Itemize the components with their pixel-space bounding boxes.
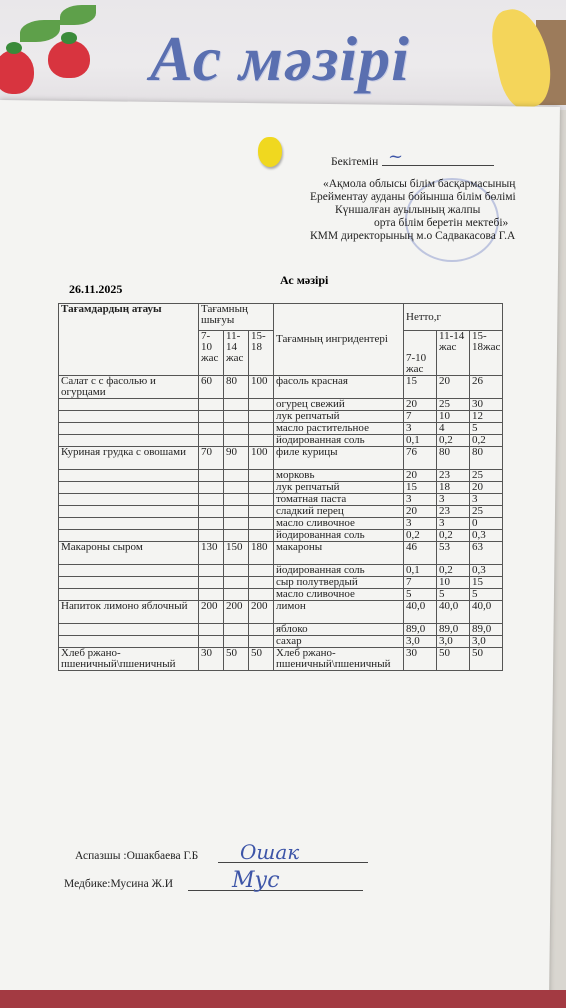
header-yield: Тағамның шығуы — [199, 304, 274, 331]
netto-age-2-cell: 25 — [437, 399, 470, 411]
yield-age-3-cell: 180 — [249, 542, 274, 565]
ingredient-cell: лимон — [274, 601, 404, 624]
yield-age-1-cell — [199, 470, 224, 482]
yield-age-2-cell — [224, 494, 249, 506]
netto-age-2-cell: 20 — [437, 376, 470, 399]
netto-age-1-cell: 46 — [404, 542, 437, 565]
yield-age-1-cell: 70 — [199, 447, 224, 470]
ingredient-cell: морковь — [274, 470, 404, 482]
yield-age-3-cell — [249, 411, 274, 423]
dish-cell: Хлеб ржано-пшеничный\пшеничный — [59, 648, 199, 671]
yield-age-3-cell — [249, 399, 274, 411]
dish-cell: Куриная грудка с овошами — [59, 447, 199, 470]
yield-age-2-cell — [224, 530, 249, 542]
netto-age-2-cell: 23 — [437, 506, 470, 518]
netto-age-3-cell: 63 — [470, 542, 503, 565]
dish-cell — [59, 589, 199, 601]
netto-age-2-cell: 40,0 — [437, 601, 470, 624]
document-date: 26.11.2025 — [69, 282, 123, 296]
header-ingredients: Тағамның ингридентері — [274, 304, 404, 376]
netto-age-2-cell: 89,0 — [437, 624, 470, 636]
approved-label: Бекітемін — [331, 156, 379, 168]
yield-age-2-cell: 80 — [224, 376, 249, 399]
netto-age-2-cell: 10 — [437, 411, 470, 423]
table-row — [59, 447, 503, 470]
netto-age-1-cell: 89,0 — [404, 624, 437, 636]
yield-age-3-cell — [249, 589, 274, 601]
yield-age-1-cell — [199, 565, 224, 577]
nurse-signature: Мус — [232, 868, 280, 893]
yield-age-1-cell — [199, 506, 224, 518]
netto-age-3-cell: 20 — [470, 482, 503, 494]
ingredient-cell: масло растительное — [274, 423, 404, 435]
netto-age-1-cell: 15 — [404, 482, 437, 494]
netto-age-3-cell: 80 — [470, 447, 503, 470]
leaf-icon — [60, 5, 96, 25]
yield-age-2-cell — [224, 636, 249, 648]
netto-age-2-cell: 3 — [437, 494, 470, 506]
yield-age-2-cell — [224, 399, 249, 411]
ingredient-cell: масло сливочное — [274, 518, 404, 530]
yield-age-1-cell — [199, 482, 224, 494]
yield-age-2-cell — [224, 624, 249, 636]
table-row — [59, 494, 503, 506]
netto-age-3-cell: 15 — [470, 577, 503, 589]
netto-age-3-cell: 12 — [470, 411, 503, 423]
netto-age-1-cell: 3 — [404, 518, 437, 530]
netto-age-1-cell: 3 — [404, 494, 437, 506]
dish-cell — [59, 624, 199, 636]
yield-age-3-cell — [249, 482, 274, 494]
ingredient-cell: фасоль красная — [274, 376, 404, 399]
netto-age-2-cell: 0,2 — [437, 530, 470, 542]
dish-cell — [59, 530, 199, 542]
netto-age-2-cell: 18 — [437, 482, 470, 494]
dish-cell — [59, 482, 199, 494]
leaf-icon — [20, 20, 60, 42]
table-row — [59, 624, 503, 636]
netto-age-2-cell: 4 — [437, 423, 470, 435]
netto-age-1-cell: 3 — [404, 423, 437, 435]
yield-age-2-cell: 200 — [224, 601, 249, 624]
yield-age-1-cell — [199, 577, 224, 589]
dish-cell: Напиток лимоно яблочный — [59, 601, 199, 624]
header-netto-age-1: 7-10 жас — [404, 331, 437, 376]
dish-cell — [59, 399, 199, 411]
netto-age-3-cell: 0,3 — [470, 530, 503, 542]
netto-age-1-cell: 5 — [404, 589, 437, 601]
netto-age-2-cell: 0,2 — [437, 435, 470, 447]
netto-age-2-cell: 53 — [437, 542, 470, 565]
poster-banner — [0, 0, 566, 110]
dish-cell — [59, 506, 199, 518]
poster-title: Ас мәзірі — [150, 23, 410, 94]
netto-age-3-cell: 0 — [470, 518, 503, 530]
netto-age-3-cell: 25 — [470, 506, 503, 518]
table-row — [59, 601, 503, 624]
background-floor — [0, 990, 566, 1008]
netto-age-2-cell: 3 — [437, 518, 470, 530]
dish-cell — [59, 411, 199, 423]
approval-line-1: «Ақмола облысы білім басқармасының — [323, 178, 516, 190]
yield-age-1-cell — [199, 411, 224, 423]
table-row — [59, 506, 503, 518]
ingredient-cell: йодированная соль — [274, 530, 404, 542]
ingredient-cell: томатная паста — [274, 494, 404, 506]
yield-age-3-cell — [249, 470, 274, 482]
netto-age-1-cell: 20 — [404, 506, 437, 518]
table-row — [59, 518, 503, 530]
netto-age-2-cell: 0,2 — [437, 565, 470, 577]
yield-age-2-cell — [224, 435, 249, 447]
table-row — [59, 423, 503, 435]
dish-cell — [59, 636, 199, 648]
table-row — [59, 376, 503, 399]
yield-age-3-cell — [249, 565, 274, 577]
dish-cell — [59, 577, 199, 589]
yield-age-2-cell: 150 — [224, 542, 249, 565]
netto-age-3-cell: 3 — [470, 494, 503, 506]
netto-age-3-cell: 5 — [470, 589, 503, 601]
yield-age-2-cell: 50 — [224, 648, 249, 671]
netto-age-3-cell: 0,3 — [470, 565, 503, 577]
table-header-row — [59, 304, 503, 331]
yield-age-3-cell: 200 — [249, 601, 274, 624]
yield-age-3-cell: 100 — [249, 447, 274, 470]
netto-age-1-cell: 40,0 — [404, 601, 437, 624]
yield-age-1-cell: 200 — [199, 601, 224, 624]
netto-age-1-cell: 15 — [404, 376, 437, 399]
table-row — [59, 530, 503, 542]
menu-table — [58, 303, 503, 671]
approval-line-4: орта білім беретін мектебі» — [374, 217, 509, 229]
table-row — [59, 411, 503, 423]
netto-age-1-cell: 0,1 — [404, 435, 437, 447]
netto-age-1-cell: 20 — [404, 399, 437, 411]
header-yield-age-1: 7-10 жас — [199, 331, 224, 376]
ingredient-cell: сыр полутвердый — [274, 577, 404, 589]
yield-age-2-cell — [224, 506, 249, 518]
cook-label: Аспазшы :Ошакбаева Г.Б — [75, 850, 199, 862]
netto-age-2-cell: 5 — [437, 589, 470, 601]
dish-cell: Салат с с фасолью и огурцами — [59, 376, 199, 399]
yield-age-1-cell — [199, 624, 224, 636]
netto-age-3-cell: 3,0 — [470, 636, 503, 648]
header-yield-age-3: 15-18 — [249, 331, 274, 376]
approval-line-2: Ерейментау ауданы бойынша білім бөлімі — [310, 191, 516, 203]
table-row — [59, 399, 503, 411]
dish-cell — [59, 565, 199, 577]
ingredient-cell: макароны — [274, 542, 404, 565]
yield-age-3-cell: 100 — [249, 376, 274, 399]
approval-line-5: КММ директорының м.о Садвакасова Г.А — [310, 230, 516, 242]
yield-age-1-cell: 30 — [199, 648, 224, 671]
yield-age-1-cell — [199, 494, 224, 506]
dish-cell: Макароны сыром — [59, 542, 199, 565]
ingredient-cell: огурец свежий — [274, 399, 404, 411]
approval-line-3: Күншалған ауылының жалпы — [335, 204, 481, 216]
netto-age-3-cell: 5 — [470, 423, 503, 435]
yield-age-1-cell — [199, 435, 224, 447]
netto-age-2-cell: 80 — [437, 447, 470, 470]
table-row — [59, 648, 503, 671]
ingredient-cell: яблоко — [274, 624, 404, 636]
header-dish: Тағамдардың атауы — [59, 304, 199, 376]
yield-age-1-cell — [199, 589, 224, 601]
table-row — [59, 636, 503, 648]
push-pin-icon — [258, 137, 282, 167]
netto-age-3-cell: 89,0 — [470, 624, 503, 636]
ingredient-cell: масло сливочное — [274, 589, 404, 601]
yield-age-3-cell — [249, 530, 274, 542]
yield-age-3-cell — [249, 494, 274, 506]
netto-age-3-cell: 0,2 — [470, 435, 503, 447]
strawberry-icon — [48, 40, 90, 78]
header-netto-age-2: 11-14 жас — [437, 331, 470, 376]
yield-age-1-cell — [199, 636, 224, 648]
table-row — [59, 542, 503, 565]
netto-age-1-cell: 30 — [404, 648, 437, 671]
netto-age-3-cell: 50 — [470, 648, 503, 671]
yield-age-2-cell — [224, 423, 249, 435]
yield-age-2-cell — [224, 589, 249, 601]
ingredient-cell: сладкий перец — [274, 506, 404, 518]
dish-cell — [59, 423, 199, 435]
netto-age-1-cell: 0,2 — [404, 530, 437, 542]
menu-table-body — [59, 376, 503, 671]
yield-age-2-cell — [224, 565, 249, 577]
ingredient-cell: филе курицы — [274, 447, 404, 470]
yield-age-2-cell — [224, 577, 249, 589]
netto-age-2-cell: 23 — [437, 470, 470, 482]
netto-age-3-cell: 40,0 — [470, 601, 503, 624]
netto-age-2-cell: 3,0 — [437, 636, 470, 648]
document-title: Ас мәзірі — [280, 273, 329, 287]
netto-age-3-cell: 25 — [470, 470, 503, 482]
strawberry-icon — [0, 50, 34, 94]
dish-cell — [59, 435, 199, 447]
yield-age-3-cell — [249, 423, 274, 435]
yield-age-2-cell — [224, 482, 249, 494]
header-netto-age-3: 15-18жас — [470, 331, 503, 376]
yield-age-2-cell — [224, 470, 249, 482]
header-yield-age-2: 11-14 жас — [224, 331, 249, 376]
netto-age-1-cell: 7 — [404, 411, 437, 423]
netto-age-3-cell: 30 — [470, 399, 503, 411]
table-row — [59, 435, 503, 447]
yield-age-1-cell — [199, 518, 224, 530]
yield-age-1-cell: 130 — [199, 542, 224, 565]
header-netto: Нетто,г — [404, 304, 503, 331]
director-signature: ~ — [388, 146, 404, 167]
dish-cell — [59, 518, 199, 530]
netto-age-2-cell: 10 — [437, 577, 470, 589]
ingredient-cell: йодированная соль — [274, 435, 404, 447]
dish-cell — [59, 494, 199, 506]
netto-age-1-cell: 76 — [404, 447, 437, 470]
yield-age-1-cell — [199, 399, 224, 411]
table-row — [59, 565, 503, 577]
yield-age-1-cell — [199, 530, 224, 542]
yield-age-2-cell — [224, 518, 249, 530]
yield-age-2-cell: 90 — [224, 447, 249, 470]
yield-age-1-cell: 60 — [199, 376, 224, 399]
table-row — [59, 470, 503, 482]
netto-age-1-cell: 7 — [404, 577, 437, 589]
nurse-label: Медбике:Мусина Ж.И — [64, 878, 174, 890]
ingredient-cell: сахар — [274, 636, 404, 648]
yield-age-1-cell — [199, 423, 224, 435]
table-row — [59, 589, 503, 601]
ingredient-cell: Хлеб ржано-пшеничный\пшеничный — [274, 648, 404, 671]
yield-age-3-cell — [249, 577, 274, 589]
netto-age-1-cell: 0,1 — [404, 565, 437, 577]
yield-age-3-cell — [249, 518, 274, 530]
ingredient-cell: лук репчатый — [274, 411, 404, 423]
netto-age-3-cell: 26 — [470, 376, 503, 399]
yield-age-3-cell: 50 — [249, 648, 274, 671]
table-row — [59, 482, 503, 494]
table-row — [59, 577, 503, 589]
yield-age-3-cell — [249, 506, 274, 518]
yield-age-3-cell — [249, 624, 274, 636]
netto-age-1-cell: 3,0 — [404, 636, 437, 648]
netto-age-2-cell: 50 — [437, 648, 470, 671]
yield-age-3-cell — [249, 636, 274, 648]
ingredient-cell: йодированная соль — [274, 565, 404, 577]
cook-signature: Ошак — [240, 840, 300, 864]
netto-age-1-cell: 20 — [404, 470, 437, 482]
dish-cell — [59, 470, 199, 482]
yield-age-3-cell — [249, 435, 274, 447]
yield-age-2-cell — [224, 411, 249, 423]
ingredient-cell: лук репчатый — [274, 482, 404, 494]
